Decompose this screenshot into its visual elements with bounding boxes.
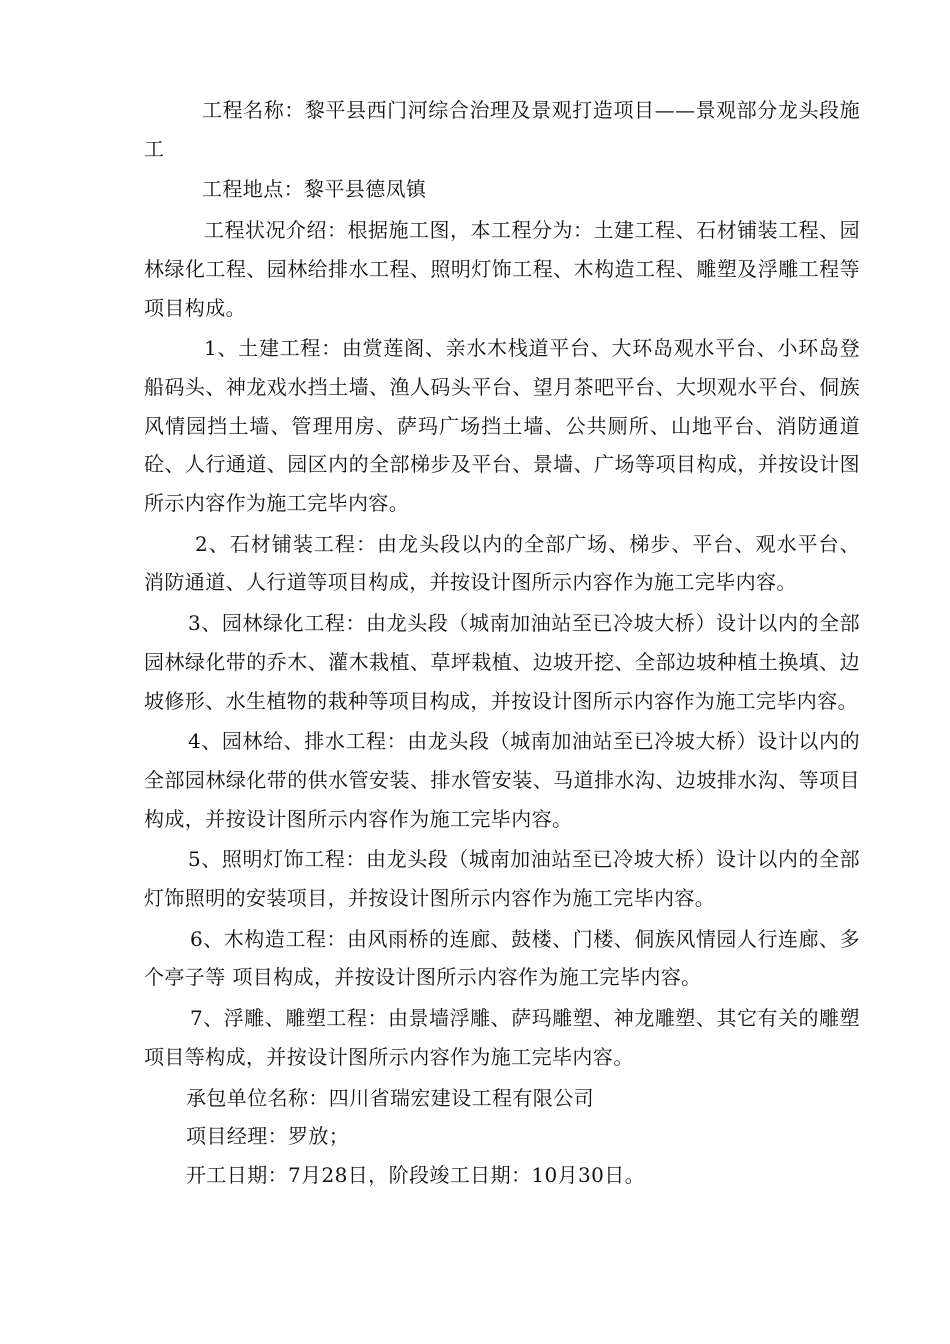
project-location: 工程地点：黎平县德凤镇 [202, 177, 427, 202]
project-name: 工程名称：黎平县西门河综合治理及景观打造项目——景观部分龙头段施工 [144, 98, 860, 161]
item-stone-paving: 2、石材铺装工程：由龙头段以内的全部广场、梯步、平台、观水平台、消防通道、人行道等项目构成，并按设计图所示内容作为施工完毕内容。 [144, 531, 860, 595]
item-civil-works: 1、土建工程：由赏莲阁、亲水木栈道平台、大环岛观水平台、小环岛登船码头、神龙戏水挡土墙、渔人码头平台、望月茶吧平台、大坝观水平台、侗族风情园挡土墙、管理用房、萨玛广场挡土墙、公共厕所、山地平台、消防通道砼、人行通道、园区内的全部梯步及平台、景墙、广场等项目构成，并按设计图所示内容作为施工完毕内容。 [144, 336, 860, 516]
item-water-drainage: 4、园林给、排水工程：由龙头段（城南加油站至已冷坡大桥）设计以内的全部园林绿化带的供水管安装、排水管安装、马道排水沟、边坡排水沟、等项目构成，并按设计图所示内容作为施工完毕内容。 [144, 729, 860, 831]
item-wood-structure: 6、木构造工程：由风雨桥的连廊、鼓楼、门楼、侗族风情园人行连廊、多个亭子等 项目构成，并按设计图所示内容作为施工完毕内容。 [144, 926, 860, 990]
item-lighting: 5、照明灯饰工程：由龙头段（城南加油站至已冷坡大桥）设计以内的全部灯饰照明的安装项目，并按设计图所示内容作为施工完毕内容。 [144, 847, 860, 911]
document-body [144, 91, 860, 1195]
item-sculpture: 7、浮雕、雕塑工程：由景墙浮雕、萨玛雕塑、神龙雕塑、其它有关的雕塑项目等构成，并按设计图所示内容作为施工完毕内容。 [144, 1006, 860, 1069]
project-manager: 项目经理：罗放； [186, 1124, 350, 1149]
contractor-name: 承包单位名称：四川省瑞宏建设工程有限公司 [186, 1085, 594, 1110]
item-landscaping: 3、园林绿化工程：由龙头段（城南加油站至已冷坡大桥）设计以内的全部园林绿化带的乔木、灌木栽植、草坪栽植、边坡开挖、全部边坡种植土换填、边坡修形、水生植物的栽种等项目构成，并按设计图所示内容作为施工完毕内容。 [144, 611, 860, 713]
project-overview: 工程状况介绍：根据施工图，本工程分为：土建工程、石材铺装工程、园林绿化工程、园林给排水工程、照明灯饰工程、木构造工程、雕塑及浮雕工程等项目构成。 [144, 218, 860, 320]
project-dates: 开工日期：7月28日，阶段竣工日期：10月30日。 [186, 1162, 646, 1187]
